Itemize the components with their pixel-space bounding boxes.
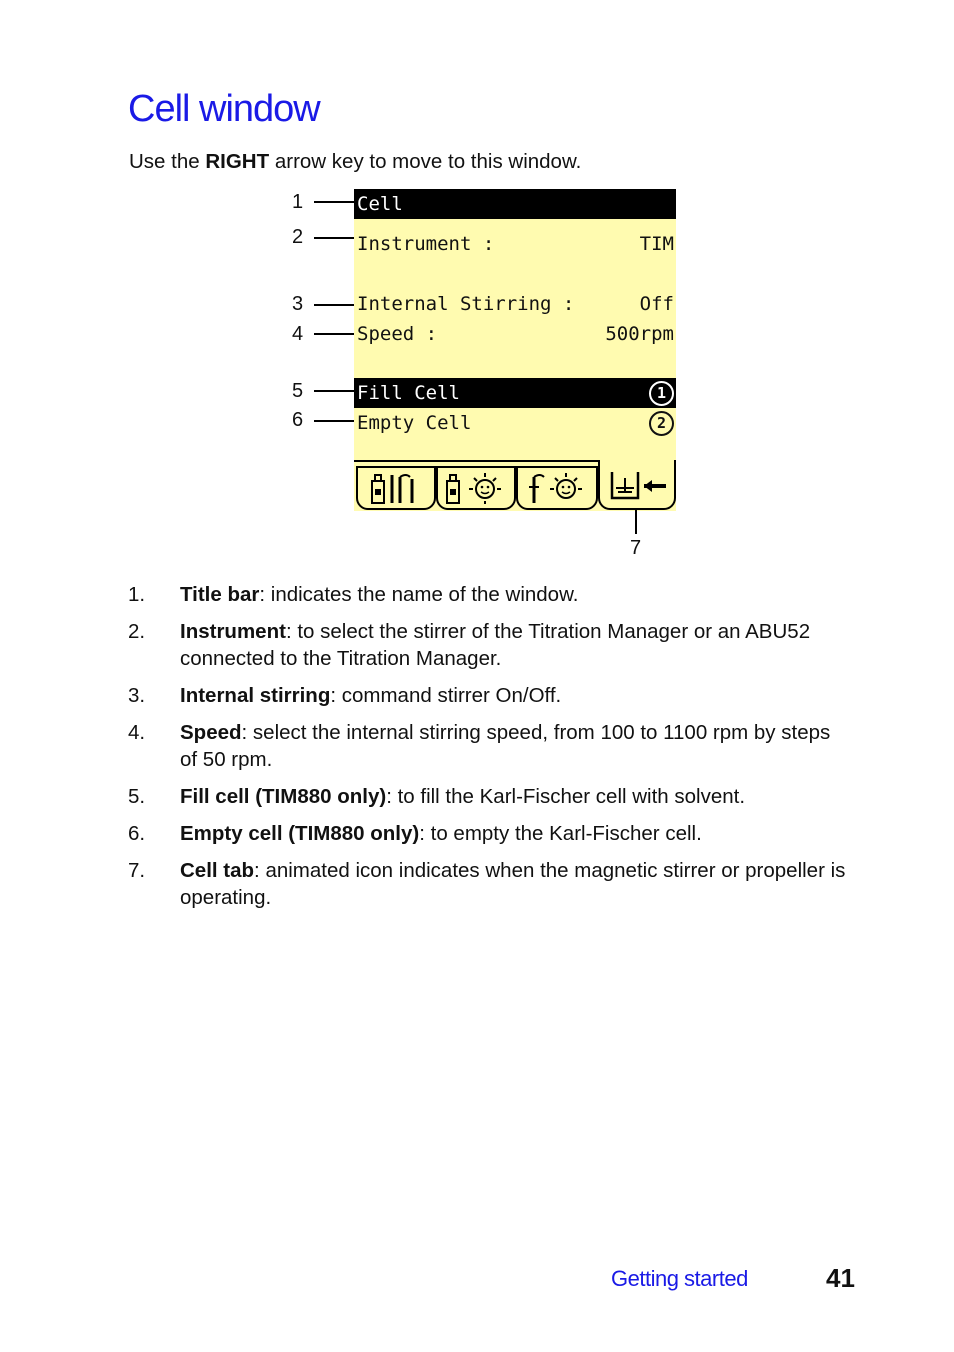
list-item-number: 4.	[128, 721, 146, 744]
list-item	[128, 618, 848, 672]
callout-6-line	[314, 420, 354, 422]
page-number: 41	[826, 1263, 855, 1293]
intro-key: RIGHT	[205, 150, 270, 173]
list-item-number: 1.	[128, 583, 146, 606]
empty-cell-key-icon: 2	[649, 411, 674, 436]
callout-6: 6	[292, 409, 304, 431]
bottle-electrode-tab[interactable]	[356, 466, 436, 510]
list-item-desc: : to select the stirrer of the Titration Manager or an ABU52 connected to the Titration Manager.	[180, 620, 811, 670]
lcd-instrument-row[interactable]	[354, 229, 676, 259]
list-item-number: 7.	[128, 859, 146, 882]
lcd-fill-cell-row[interactable]	[354, 378, 676, 408]
callout-3-line	[314, 304, 354, 306]
lcd-title-bar	[354, 189, 676, 219]
callout-3: 3	[292, 293, 304, 315]
list-item	[128, 682, 848, 709]
callout-7-line	[635, 510, 637, 534]
lcd-screenshot	[354, 189, 676, 511]
list-item	[128, 719, 848, 773]
electrode-stirrer-tab[interactable]	[516, 466, 598, 510]
footer-section-title: Getting started	[611, 1266, 748, 1291]
list-item-number: 2.	[128, 620, 146, 643]
callout-1-line	[314, 201, 354, 203]
lcd-empty-cell-row[interactable]	[354, 408, 676, 438]
callout-5-line	[314, 390, 354, 392]
callout-2: 2	[292, 226, 304, 248]
callout-1: 1	[292, 191, 304, 213]
list-item-desc: : to fill the Karl-Fischer cell with solvent.	[386, 785, 746, 808]
list-item-number: 5.	[128, 785, 146, 808]
list-item-term: Speed	[180, 721, 242, 744]
instrument-value: TIM	[639, 233, 674, 255]
list-item-desc: : indicates the name of the window.	[259, 583, 579, 606]
cell-stirrer-icon	[604, 464, 670, 504]
empty-cell-label: Empty Cell	[357, 412, 472, 434]
internal-stirring-value: Off	[639, 293, 674, 315]
lcd-internal-stirring-row[interactable]	[354, 289, 676, 319]
list-item-desc: : to empty the Karl-Fischer cell.	[419, 822, 702, 845]
speed-label: Speed :	[357, 323, 438, 345]
intro-pre: Use the	[129, 150, 206, 173]
list-item-number: 3.	[128, 684, 146, 707]
bottle-electrode-icon	[366, 471, 426, 505]
page-title: Cell window	[128, 88, 320, 130]
bottle-stirrer-icon	[443, 471, 509, 505]
cell-tab[interactable]	[598, 460, 676, 510]
internal-stirring-label: Internal Stirring :	[357, 293, 575, 315]
electrode-stirrer-icon	[524, 471, 590, 505]
instrument-label: Instrument :	[357, 233, 495, 255]
speed-value: 500rpm	[605, 323, 674, 345]
list-item	[128, 820, 848, 847]
list-item-term: Internal stirring	[180, 684, 331, 707]
fill-cell-key-icon: 1	[649, 381, 674, 406]
intro-post: arrow key to move to this window.	[269, 150, 582, 173]
list-item-desc: : animated icon indicates when the magnetic stirrer or propeller is operating.	[180, 859, 846, 909]
fill-cell-label: Fill Cell	[357, 382, 460, 404]
list-item-term: Title bar	[180, 583, 260, 606]
lcd-tab-bar	[354, 460, 676, 511]
callout-2-line	[314, 237, 354, 239]
callout-7: 7	[630, 537, 642, 559]
list-item-term: Empty cell (TIM880 only)	[180, 822, 420, 845]
callout-4: 4	[292, 323, 304, 345]
list-item-number: 6.	[128, 822, 146, 845]
list-item	[128, 857, 848, 911]
list-item-term: Fill cell (TIM880 only)	[180, 785, 387, 808]
intro-text	[129, 150, 581, 174]
lcd-title: Cell	[357, 193, 403, 215]
list-item-term: Instrument	[180, 620, 286, 643]
list-item	[128, 783, 848, 810]
callout-descriptions	[128, 581, 848, 921]
list-item	[128, 581, 848, 608]
bottle-stirrer-tab[interactable]	[436, 466, 516, 510]
callout-4-line	[314, 333, 354, 335]
list-item-desc: : select the internal stirring speed, from 100 to 1100 rpm by steps of 50 rpm.	[180, 721, 831, 771]
callout-5: 5	[292, 380, 304, 402]
list-item-desc: : command stirrer On/Off.	[330, 684, 562, 707]
lcd-speed-row[interactable]	[354, 319, 676, 349]
list-item-term: Cell tab	[180, 859, 255, 882]
